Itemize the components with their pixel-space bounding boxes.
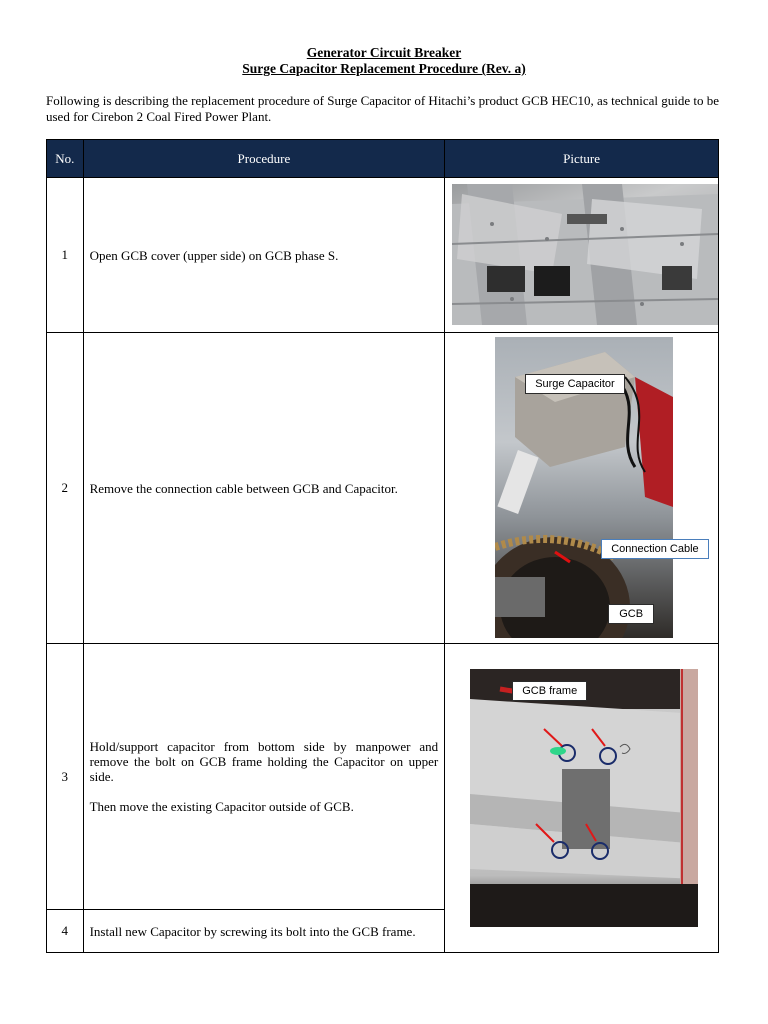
table-row [47, 178, 719, 333]
gcb-frame-photo [470, 669, 698, 927]
gcb-callout: GCB [608, 604, 654, 624]
procedure-table [46, 139, 719, 953]
picture-cell [445, 644, 719, 953]
document-title: Generator Circuit Breaker [306, 45, 462, 60]
intro-paragraph: Following is describing the replacement procedure of Surge Capacitor of Hitachi’s product GCB HEC10, as technical guide to be used for Cirebon 2 Coal Fired Power Plant. [46, 93, 720, 124]
step-text-part: Then move the existing Capacitor outside of GCB. [89, 799, 354, 814]
header-no: No. [47, 140, 84, 178]
step-text-part: Hold/support capacitor from bottom side by manpower and remove the bolt on GCB frame holding the Capacitor on upper side. [89, 739, 439, 784]
connection-cable-callout: Connection Cable [601, 539, 708, 559]
header-procedure: Procedure [83, 140, 445, 178]
connection-cable-photo [495, 337, 673, 638]
step-number: 2 [47, 333, 84, 644]
header-picture: Picture [445, 140, 719, 178]
step-text: Install new Capacitor by screwing its bolt into the GCB frame. [83, 910, 445, 953]
step-number: 1 [47, 178, 84, 333]
table-row [47, 644, 719, 910]
table-row [47, 333, 719, 644]
picture-cell [445, 333, 719, 644]
step-number: 3 [47, 644, 84, 910]
step-text: Remove the connection cable between GCB and Capacitor. [83, 333, 445, 644]
step-text: Open GCB cover (upper side) on GCB phase S. [83, 178, 445, 333]
document-subtitle: Surge Capacitor Replacement Procedure (Rev. a) [242, 61, 526, 76]
surge-capacitor-callout: Surge Capacitor [525, 374, 625, 394]
step-text [83, 644, 445, 910]
table-header-row [47, 140, 719, 178]
step-number: 4 [47, 910, 84, 953]
gcb-cover-photo [452, 184, 718, 325]
picture-cell [445, 178, 719, 333]
gcb-frame-callout: GCB frame [512, 681, 587, 701]
